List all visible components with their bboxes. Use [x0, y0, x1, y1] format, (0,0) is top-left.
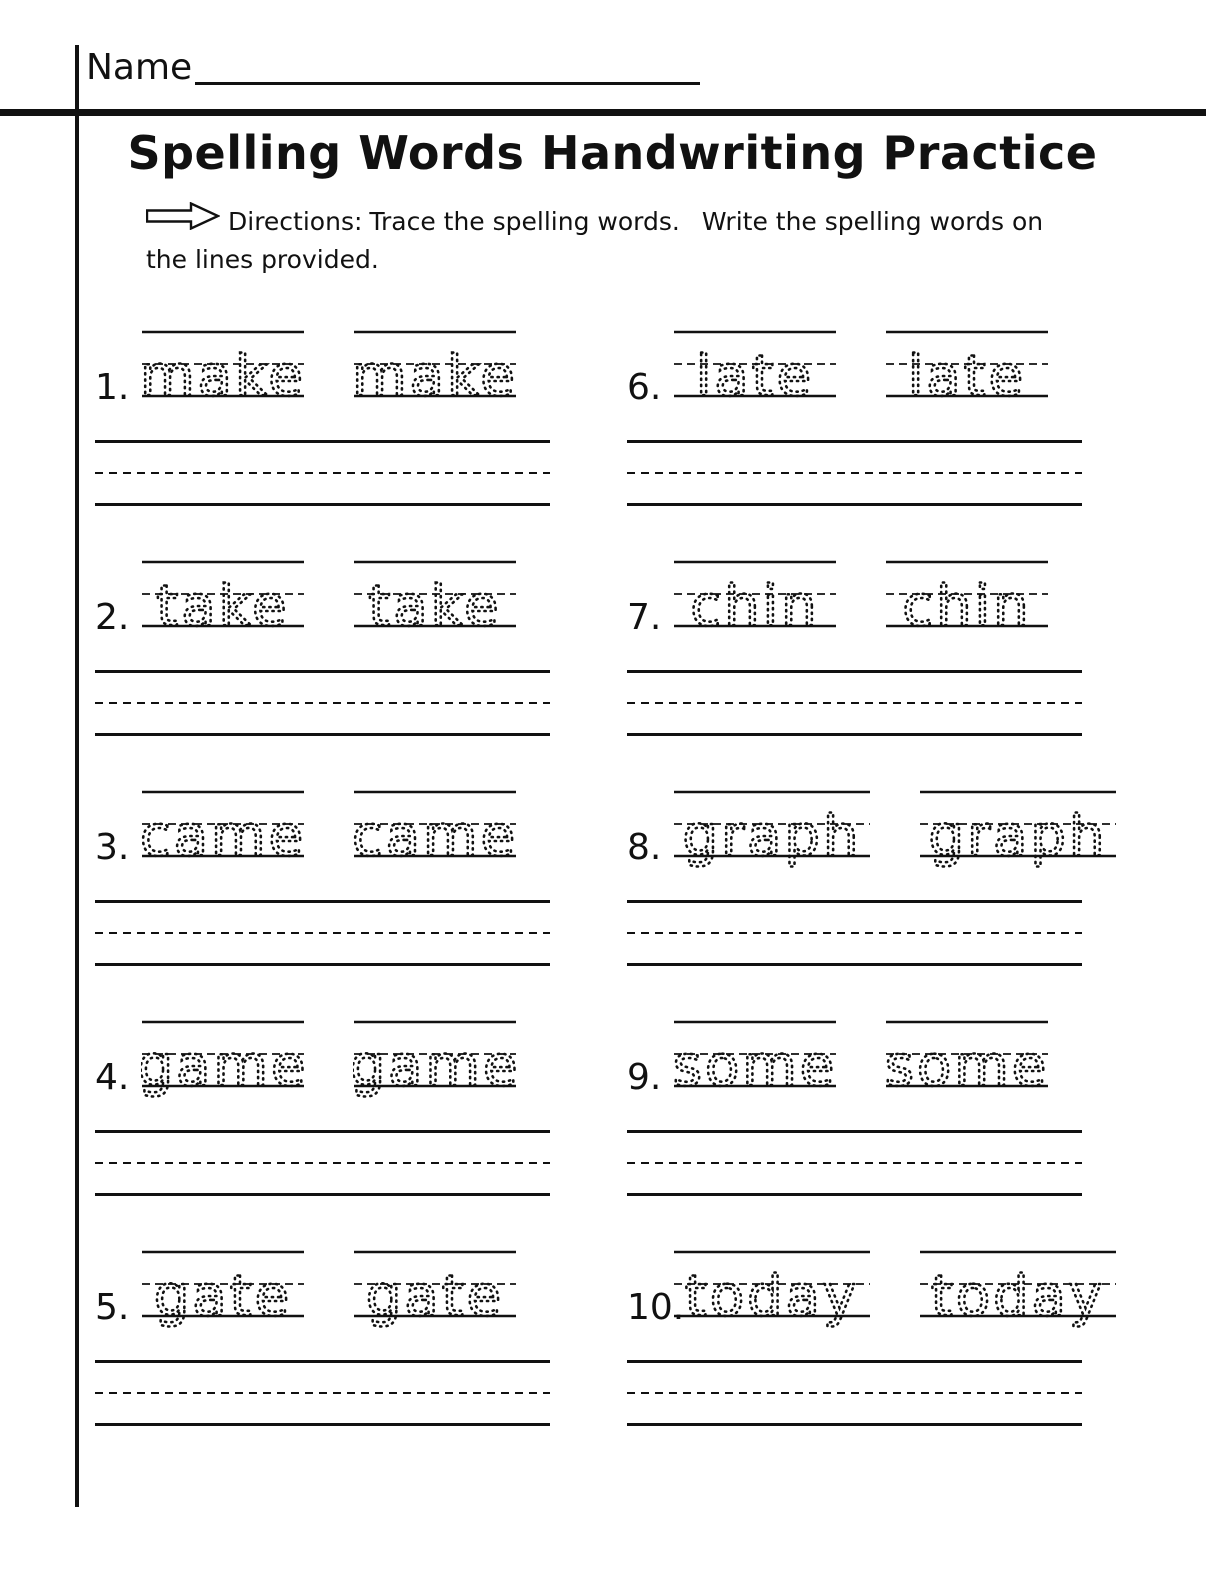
trace-row	[95, 1018, 550, 1120]
svg-text:take: take	[368, 574, 502, 639]
writing-line-middle-dashed	[95, 1162, 550, 1164]
trace-word-block[interactable]	[353, 328, 517, 430]
trace-word-block[interactable]	[885, 558, 1049, 660]
writing-line-middle-dashed	[627, 932, 1082, 934]
spelling-item	[627, 788, 1108, 966]
spelling-item	[95, 1248, 550, 1426]
writing-line-bottom	[627, 963, 1082, 966]
trace-blocks	[673, 1018, 1049, 1120]
writing-line-top	[627, 440, 1082, 443]
writing-lines[interactable]	[95, 1130, 550, 1196]
writing-line-top	[95, 670, 550, 673]
trace-word-block[interactable]	[885, 328, 1049, 430]
trace-blocks	[673, 788, 1117, 890]
writing-lines[interactable]	[627, 900, 1082, 966]
svg-text:came: came	[353, 804, 517, 869]
directions	[146, 202, 1076, 278]
svg-text:graph: graph	[682, 804, 862, 869]
svg-text:game: game	[141, 1034, 305, 1099]
trace-word-block[interactable]	[885, 1018, 1049, 1120]
trace-word-block[interactable]	[919, 1248, 1117, 1350]
item-number: 10.	[627, 1287, 685, 1328]
svg-text:take: take	[156, 574, 290, 639]
writing-lines[interactable]	[627, 670, 1082, 736]
trace-word-block[interactable]	[673, 328, 837, 430]
writing-line-bottom	[627, 1423, 1082, 1426]
writing-line-bottom	[627, 1193, 1082, 1196]
writing-line-middle-dashed	[627, 1162, 1082, 1164]
writing-line-top	[95, 900, 550, 903]
writing-line-bottom	[95, 1193, 550, 1196]
writing-line-bottom	[95, 503, 550, 506]
svg-text:game: game	[353, 1034, 517, 1099]
svg-text:some: some	[673, 1034, 837, 1099]
item-number: 9.	[627, 1057, 662, 1098]
spelling-item	[627, 1248, 1106, 1426]
trace-blocks	[673, 1248, 1117, 1350]
svg-text:make: make	[353, 344, 517, 409]
item-number: 8.	[627, 827, 662, 868]
directions-label: Directions:	[228, 206, 363, 236]
item-number: 7.	[627, 597, 662, 638]
item-number: 3.	[95, 827, 130, 868]
svg-text:today: today	[684, 1264, 860, 1329]
trace-blocks	[141, 1248, 517, 1350]
trace-blocks	[141, 328, 517, 430]
trace-row	[95, 788, 550, 890]
writing-line-middle-dashed	[95, 472, 550, 474]
trace-word-block[interactable]	[673, 1248, 871, 1350]
writing-line-top	[95, 440, 550, 443]
trace-row	[627, 558, 1082, 660]
writing-line-bottom	[95, 963, 550, 966]
trace-row	[95, 328, 550, 430]
svg-text:late: late	[907, 344, 1027, 409]
directions-sentence-1: Trace the spelling words.	[369, 206, 680, 236]
item-number: 5.	[95, 1287, 130, 1328]
trace-blocks	[141, 788, 517, 890]
trace-word-block[interactable]	[353, 558, 517, 660]
trace-word-block[interactable]	[673, 788, 871, 890]
trace-word-block[interactable]	[353, 1018, 517, 1120]
writing-lines[interactable]	[95, 1360, 550, 1426]
trace-blocks	[141, 1018, 517, 1120]
svg-text:gate: gate	[365, 1264, 505, 1329]
trace-word-block[interactable]	[141, 1018, 305, 1120]
writing-line-top	[627, 900, 1082, 903]
writing-line-top	[627, 1360, 1082, 1363]
svg-text:came: came	[141, 804, 305, 869]
spelling-item	[95, 788, 550, 966]
trace-word-block[interactable]	[673, 558, 837, 660]
writing-lines[interactable]	[95, 670, 550, 736]
trace-blocks	[673, 558, 1049, 660]
writing-line-middle-dashed	[95, 1392, 550, 1394]
spelling-item	[627, 328, 1082, 506]
trace-word-block[interactable]	[673, 1018, 837, 1120]
trace-blocks	[673, 328, 1049, 430]
trace-row	[95, 558, 550, 660]
spelling-item	[95, 328, 550, 506]
spelling-item	[627, 558, 1082, 736]
trace-word-block[interactable]	[141, 788, 305, 890]
trace-word-block[interactable]	[919, 788, 1117, 890]
trace-word-block[interactable]	[141, 558, 305, 660]
header-divider-rule	[0, 109, 1206, 116]
page-title: Spelling Words Handwriting Practice	[127, 126, 1098, 180]
directions-sentence-2a: Write the spelling words on	[701, 206, 1044, 236]
left-margin-rule	[75, 45, 79, 1507]
name-row	[86, 48, 700, 88]
writing-lines[interactable]	[627, 1130, 1082, 1196]
trace-word-block[interactable]	[141, 1248, 305, 1350]
directions-line-1	[146, 202, 1076, 241]
writing-line-bottom	[95, 733, 550, 736]
writing-line-bottom	[627, 733, 1082, 736]
svg-text:some: some	[885, 1034, 1049, 1099]
trace-word-block[interactable]	[353, 1248, 517, 1350]
writing-line-top	[95, 1360, 550, 1363]
spelling-item	[95, 1018, 550, 1196]
item-number: 1.	[95, 367, 130, 408]
svg-text:chin: chin	[690, 574, 820, 639]
svg-text:graph: graph	[928, 804, 1108, 869]
svg-text:late: late	[695, 344, 815, 409]
trace-row	[627, 1248, 1106, 1350]
item-number: 4.	[95, 1057, 130, 1098]
writing-lines[interactable]	[627, 440, 1082, 506]
writing-line-top	[627, 670, 1082, 673]
trace-word-block[interactable]	[141, 328, 305, 430]
writing-line-middle-dashed	[627, 472, 1082, 474]
writing-line-bottom	[95, 1423, 550, 1426]
trace-row	[627, 788, 1108, 890]
writing-line-middle-dashed	[95, 932, 550, 934]
block-right-arrow-icon	[146, 202, 220, 241]
svg-text:make: make	[141, 344, 305, 409]
spelling-item	[627, 1018, 1082, 1196]
writing-line-top	[95, 1130, 550, 1133]
name-label: Name	[86, 47, 193, 88]
writing-line-bottom	[627, 503, 1082, 506]
trace-blocks	[141, 558, 517, 660]
svg-text:gate: gate	[153, 1264, 293, 1329]
item-number: 6.	[627, 367, 662, 408]
writing-lines[interactable]	[95, 440, 550, 506]
svg-text:today: today	[930, 1264, 1106, 1329]
writing-line-middle-dashed	[627, 702, 1082, 704]
writing-lines[interactable]	[95, 900, 550, 966]
spelling-item	[95, 558, 550, 736]
writing-line-middle-dashed	[627, 1392, 1082, 1394]
writing-lines[interactable]	[627, 1360, 1082, 1426]
writing-line-top	[627, 1130, 1082, 1133]
trace-row	[95, 1248, 550, 1350]
directions-line-2: the lines provided.	[146, 244, 379, 274]
trace-word-block[interactable]	[353, 788, 517, 890]
item-number: 2.	[95, 597, 130, 638]
trace-row	[627, 328, 1082, 430]
writing-line-middle-dashed	[95, 702, 550, 704]
svg-text:chin: chin	[902, 574, 1032, 639]
trace-row	[627, 1018, 1082, 1120]
name-blank-line[interactable]	[195, 82, 700, 85]
